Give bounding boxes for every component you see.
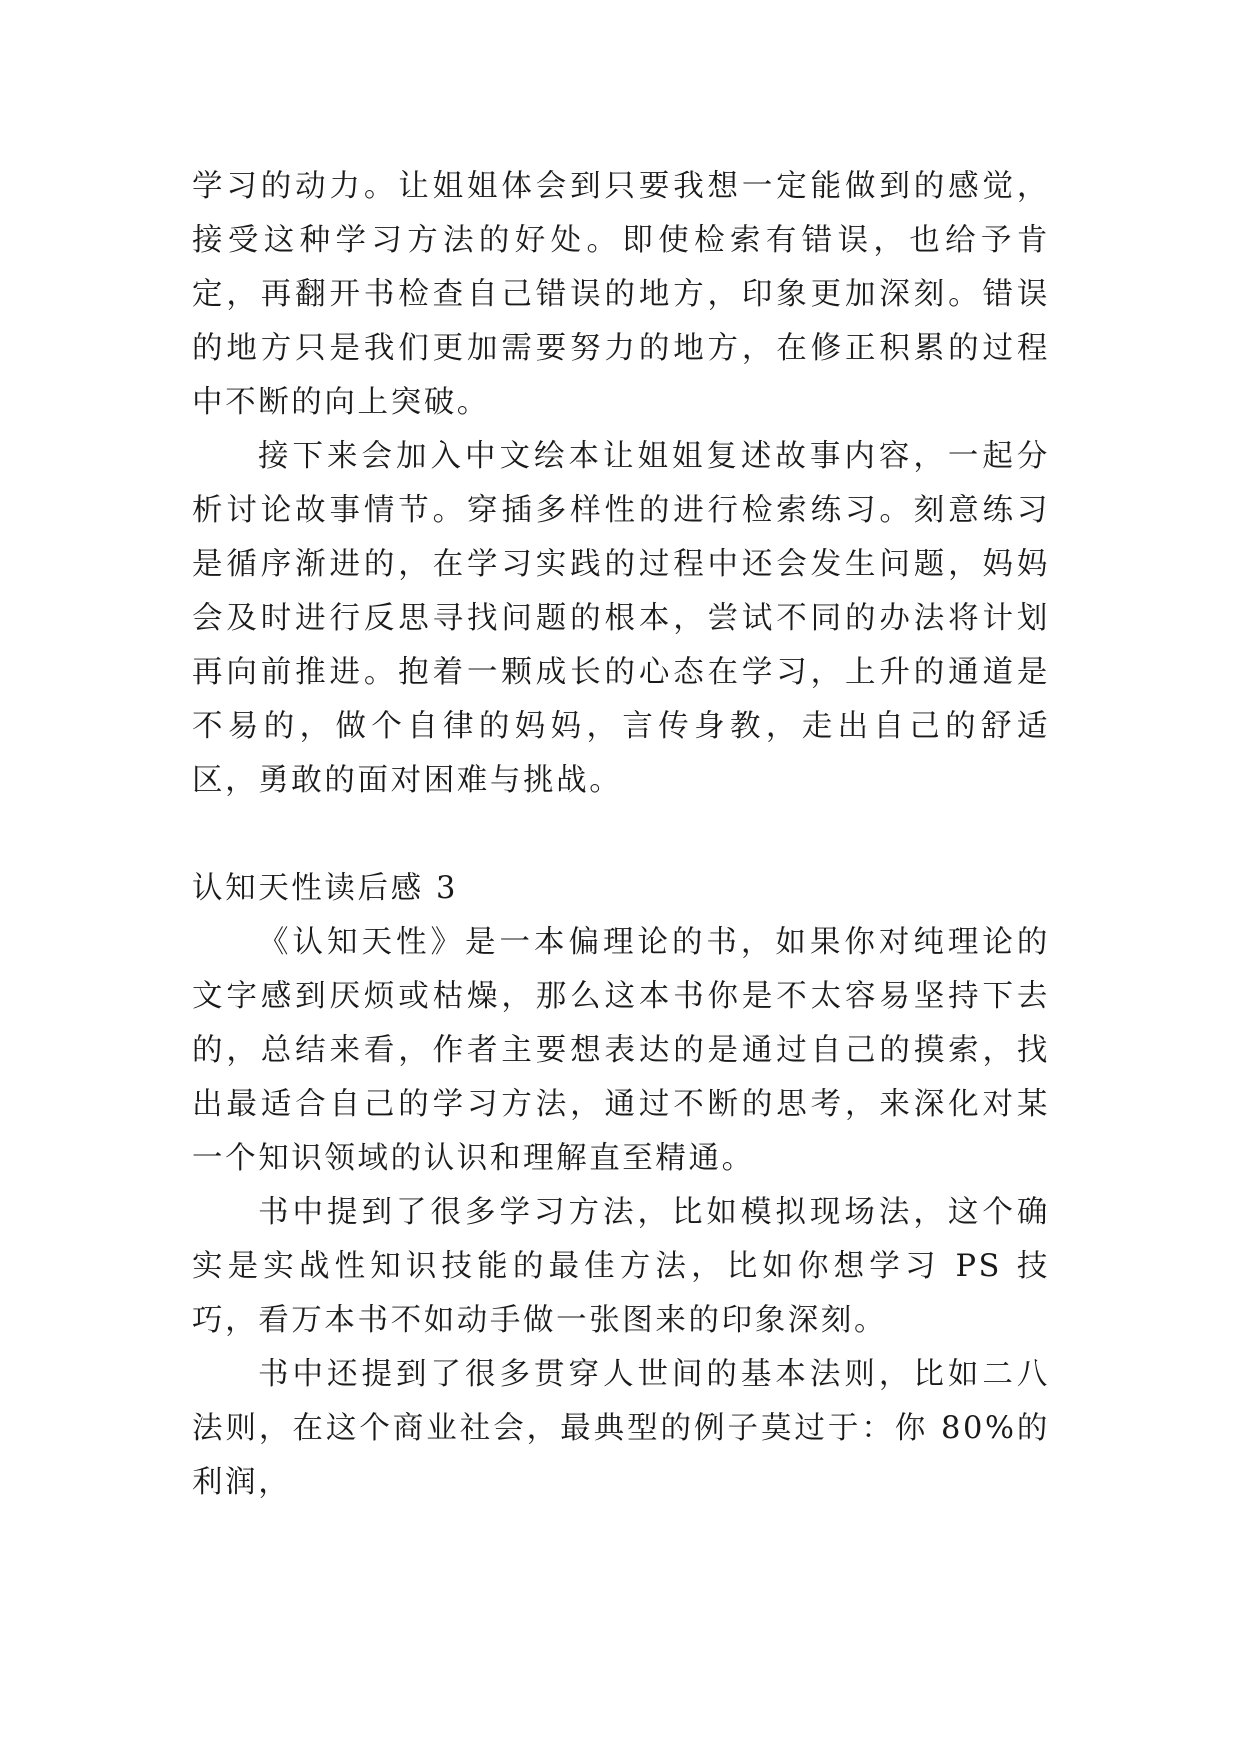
paragraph: 接下来会加入中文绘本让姐姐复述故事内容，一起分析讨论故事情节。穿插多样性的进行检索练习。刻意练习是循序渐进的，在学习实践的过程中还会发生问题，妈妈会及时进行反思寻找问题的根本，尝试不同的办法将计划再向前推进。抱着一颗成长的心态在学习，上升的通道是不易的，做个自律的妈妈，言传身教，走出自己的舒适区，勇敢的面对困难与挑战。 bbox=[192, 439, 1050, 798]
paragraph: 书中还提到了很多贯穿人世间的基本法则，比如二八法则，在这个商业社会，最典型的例子莫过于：你 80%的利润， bbox=[192, 1357, 1050, 1500]
document-body bbox=[192, 160, 1050, 1510]
paragraph: 《认知天性》是一本偏理论的书，如果你对纯理论的文字感到厌烦或枯燥，那么这本书你是不太容易坚持下去的，总结来看，作者主要想表达的是通过自己的摸索，找出最适合自己的学习方法，通过不断的思考，来深化对某一个知识领域的认识和理解直至精通。 bbox=[192, 925, 1050, 1176]
section-gap bbox=[192, 808, 1050, 862]
section-heading: 认知天性读后感 3 bbox=[192, 871, 458, 906]
paragraph: 学习的动力。让姐姐体会到只要我想一定能做到的感觉，接受这种学习方法的好处。即使检索有错误，也给予肯定，再翻开书检查自己错误的地方，印象更加深刻。错误的地方只是我们更加需要努力的地方，在修正积累的过程中不断的向上突破。 bbox=[192, 169, 1050, 420]
paragraph: 书中提到了很多学习方法，比如模拟现场法，这个确实是实战性知识技能的最佳方法，比如你想学习 PS 技巧，看万本书不如动手做一张图来的印象深刻。 bbox=[192, 1195, 1050, 1338]
